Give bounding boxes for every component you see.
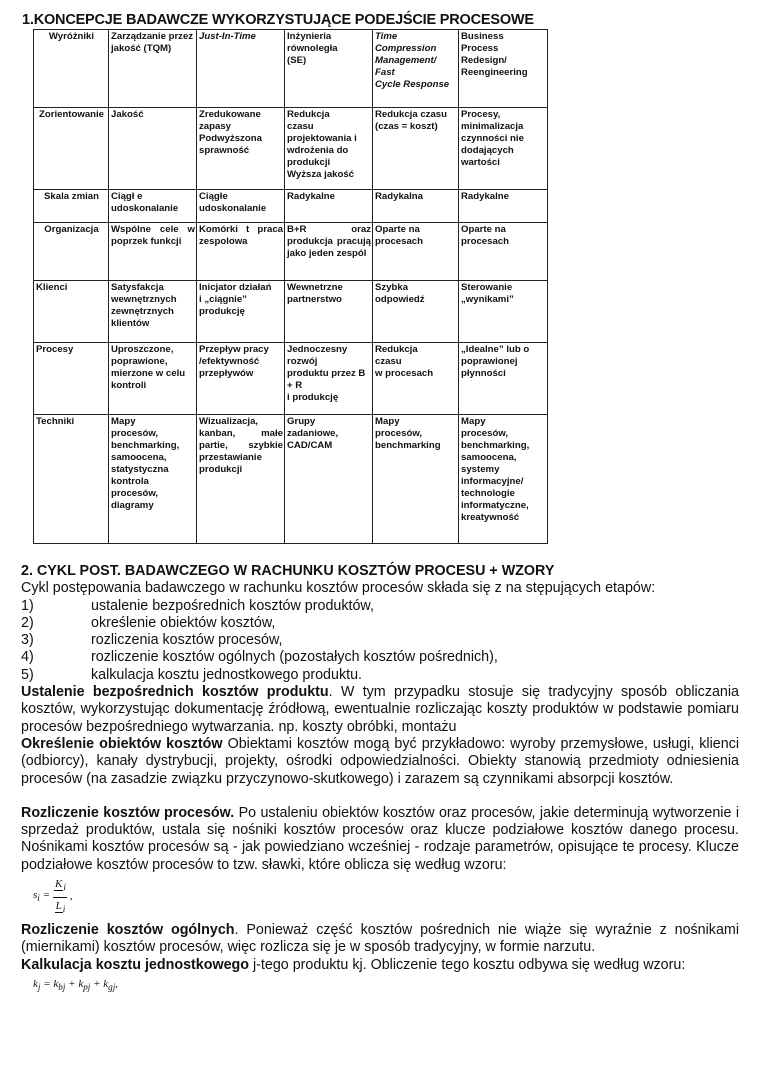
paragraph-unit-cost — [21, 957, 739, 974]
paragraph-cost-objects — [21, 736, 739, 788]
item-text: określenie obiektów kosztów, — [91, 614, 276, 631]
table-cell: Inicjator działań i „ciągnie” produkcję — [197, 281, 285, 343]
row-label: Procesy — [34, 343, 109, 415]
row-label: Skala zmian — [34, 190, 109, 223]
table-header-row — [34, 30, 548, 108]
header-cell: Time Compression Management/ Fast Cycle Response — [373, 30, 459, 108]
table-row — [34, 190, 548, 223]
table-cell: Jednoczesny rozwój produktu przez B + R i produkcję — [285, 343, 373, 415]
row-label: Organizacja — [34, 223, 109, 281]
table-cell: Mapy procesów, benchmarking — [373, 415, 459, 544]
table-cell: Wizualizacja, kanban, małe partie, szybkie przestawianie produkcji — [197, 415, 285, 544]
table-row — [34, 108, 548, 190]
formula-sub: i — [62, 903, 66, 914]
table-cell: Redukcja czasu w procesach — [373, 343, 459, 415]
table-cell: Satysfakcja wewnętrznych zewnętrznych klientów — [109, 281, 197, 343]
item-text: ustalenie bezpośrednich kosztów produktów, — [91, 597, 374, 614]
table-cell: Jakość — [109, 108, 197, 190]
row-label: Techniki — [34, 415, 109, 544]
header-cell: Just-In-Time — [197, 30, 285, 108]
table-cell: Uproszczone, poprawione, mierzone w celu kontroli — [109, 343, 197, 415]
row-label: Zorientowanie — [34, 108, 109, 190]
item-text: rozliczenia kosztów procesów, — [91, 632, 283, 649]
table-cell: Sterowanie „wynikami” — [459, 281, 548, 343]
paragraph-heading: Ustalenie bezpośrednich kosztów produktu — [21, 684, 329, 701]
formula-var: L — [55, 899, 62, 912]
table-cell: Radykalne — [285, 190, 373, 223]
table-cell: Oparte na procesach — [373, 223, 459, 281]
section2 — [21, 563, 739, 1000]
paragraph-overheads — [21, 922, 739, 957]
table-cell: Szybka odpowiedź — [373, 281, 459, 343]
formula-fraction — [53, 876, 67, 918]
formula-sub: pj — [83, 982, 91, 993]
header-cell: Wyróżniki — [34, 30, 109, 108]
list-item — [21, 667, 739, 684]
formula-var: k — [53, 977, 59, 990]
formula-sub: i — [63, 882, 66, 893]
section2-title: 2. CYKL POST. BADAWCZEGO W RACHUNKU KOSZTÓW PROCESU + WZORY — [21, 563, 555, 579]
table-row — [34, 415, 548, 544]
header-cell: Business Process Redesign/ Reengineering — [459, 30, 548, 108]
item-number: 4) — [21, 649, 34, 666]
table-cell: Radykalna — [373, 190, 459, 223]
formula-rate: $s_i$ = $\frac{K_i}{L_i}$ , — [33, 876, 739, 918]
item-number: 3) — [21, 632, 34, 649]
item-text: rozliczenie kosztów ogólnych (pozostałych kosztów pośrednich), — [91, 649, 498, 666]
intro-text: Cykl postępowania badawczego w rachunku kosztów procesów składa się z na stępujących etapów: — [21, 580, 656, 597]
table-row — [34, 223, 548, 281]
table-cell: Redukcja czasu (czas = koszt) — [373, 108, 459, 190]
item-text: kalkulacja kosztu jednostkowego produktu. — [91, 666, 363, 683]
paragraph-text: Po ustaleniu obiektów kosztów oraz procesów, jakie determinują wytworzenie i sprzedaż produktów, ustala się nośniki kosztów procesów oraz klucze podziałowe kosztów danego procesu. Nośnikami kosztów procesów są - jak powiedziano wcześniej - rodzaje parametrów, opisujące te procesy. Klucze podziałowe kosztów procesów to tzw. sławki, które oblicza się według wzoru: — [21, 804, 739, 873]
formula-unit-cost: $k_j = k_{bj} + k_{pj} + k_{gj}$, — [33, 977, 119, 993]
table-cell: Wewnetrzne partnerstwo — [285, 281, 373, 343]
paragraph-direct-costs — [21, 684, 739, 736]
formula-sub: j — [37, 982, 41, 993]
item-number: 1) — [21, 597, 34, 614]
paragraph-heading: Rozliczenie kosztów ogólnych — [21, 922, 235, 939]
paragraph-text: . W tym przypadku stosuje się tradycyjny sposób obliczania kosztów, wykorzystując dokumentację źródłową, ewentualnie rozliczając koszty produktów w podstawie pomiaru procesów bezpośredniego wytwarzania. np. koszty obróbki, montażu — [21, 684, 739, 735]
table-row — [34, 343, 548, 415]
table-cell: Redukcja czasu projektowania i wdrożenia do produkcji Wyższa jakość — [285, 108, 373, 190]
formula-var: s — [33, 888, 38, 901]
paragraph-heading: Rozliczenie kosztów procesów. — [21, 804, 235, 821]
table-cell: Radykalne — [459, 190, 548, 223]
item-number: 5) — [21, 666, 34, 683]
list-item — [21, 649, 739, 666]
concepts-table — [33, 29, 548, 544]
paragraph-text: j-tego produktu kj. Obliczenie tego kosztu odbywa się według wzoru: — [249, 956, 686, 973]
table-cell: Oparte na procesach — [459, 223, 548, 281]
table-row — [34, 281, 548, 343]
list-item — [21, 615, 739, 632]
formula-var: k — [78, 977, 84, 990]
table-cell: Grupy zadaniowe, CAD/CAM — [285, 415, 373, 544]
header-cell: Zarządzanie przez jakość (TQM) — [109, 30, 197, 108]
table-cell: Ciągł e udoskonalanie — [109, 190, 197, 223]
formula-var: k — [33, 977, 38, 990]
table-cell: B+R oraz produkcja pracują jako jeden zespól — [285, 223, 373, 281]
paragraph-heading: Określenie obiektów kosztów — [21, 735, 223, 752]
table-cell: Wspólne cele w poprzek funkcji — [109, 223, 197, 281]
item-number: 2) — [21, 614, 34, 631]
paragraph-heading: Kalkulacja kosztu jednostkowego — [21, 956, 250, 973]
formula-var: K — [55, 878, 63, 891]
table-cell: Procesy, minimalizacja czynności nie dodających wartości — [459, 108, 548, 190]
table-cell: „Idealne” lub o poprawionej płynności — [459, 343, 548, 415]
list-item — [21, 632, 739, 649]
formula-sub: gj — [108, 982, 116, 993]
row-label: Klienci — [34, 281, 109, 343]
paragraph-text: Obiektami kosztów mogą być przykładowo: wyroby przemysłowe, usługi, klienci (odbiorcy), kanały dystrybucji, projekty, ośrodki odpowiedzialności. Obiekty stanowią przedmioty odniesienia procesów (na zasadzie związku przyczynowo-skutkowego) i zarazem są czynnikami absorpcji kosztów. — [21, 735, 740, 787]
paragraph-process-costs — [21, 805, 739, 874]
steps-list — [21, 598, 739, 684]
table-cell: Mapy procesów, benchmarking, samoocena, systemy informacyjne/ technologie informatyczne, kreatywność — [459, 415, 548, 544]
formula-var: k — [103, 977, 109, 990]
paragraph-text: . Ponieważ część kosztów pośrednich nie wiąże się wyraźnie z nośnikami (miernikami) kosztów procesów, więc rozlicza się je w sposób tradycyjny, w formie narzutu. — [21, 922, 739, 956]
table-cell: Ciągłe udoskonalanie — [197, 190, 285, 223]
formula-sub: i — [37, 892, 40, 903]
table-cell: Zredukowane zapasy Podwyższona sprawność — [197, 108, 285, 190]
table-cell: Przepływ pracy /efektywność przepływów — [197, 343, 285, 415]
list-item — [21, 598, 739, 615]
table-cell: Mapy procesów, benchmarking, samoocena, statystyczna kontrola procesów, diagramy — [109, 415, 197, 544]
table-cell: Komórki t praca zespolowa — [197, 223, 285, 281]
formula-sub: bj — [58, 982, 66, 993]
header-cell: Inżynieria równoległa (SE) — [285, 30, 373, 108]
section1-title: 1.KONCEPCJE BADAWCZE WYKORZYSTUJĄCE PODEJŚCIE PROCESOWE — [22, 12, 534, 28]
